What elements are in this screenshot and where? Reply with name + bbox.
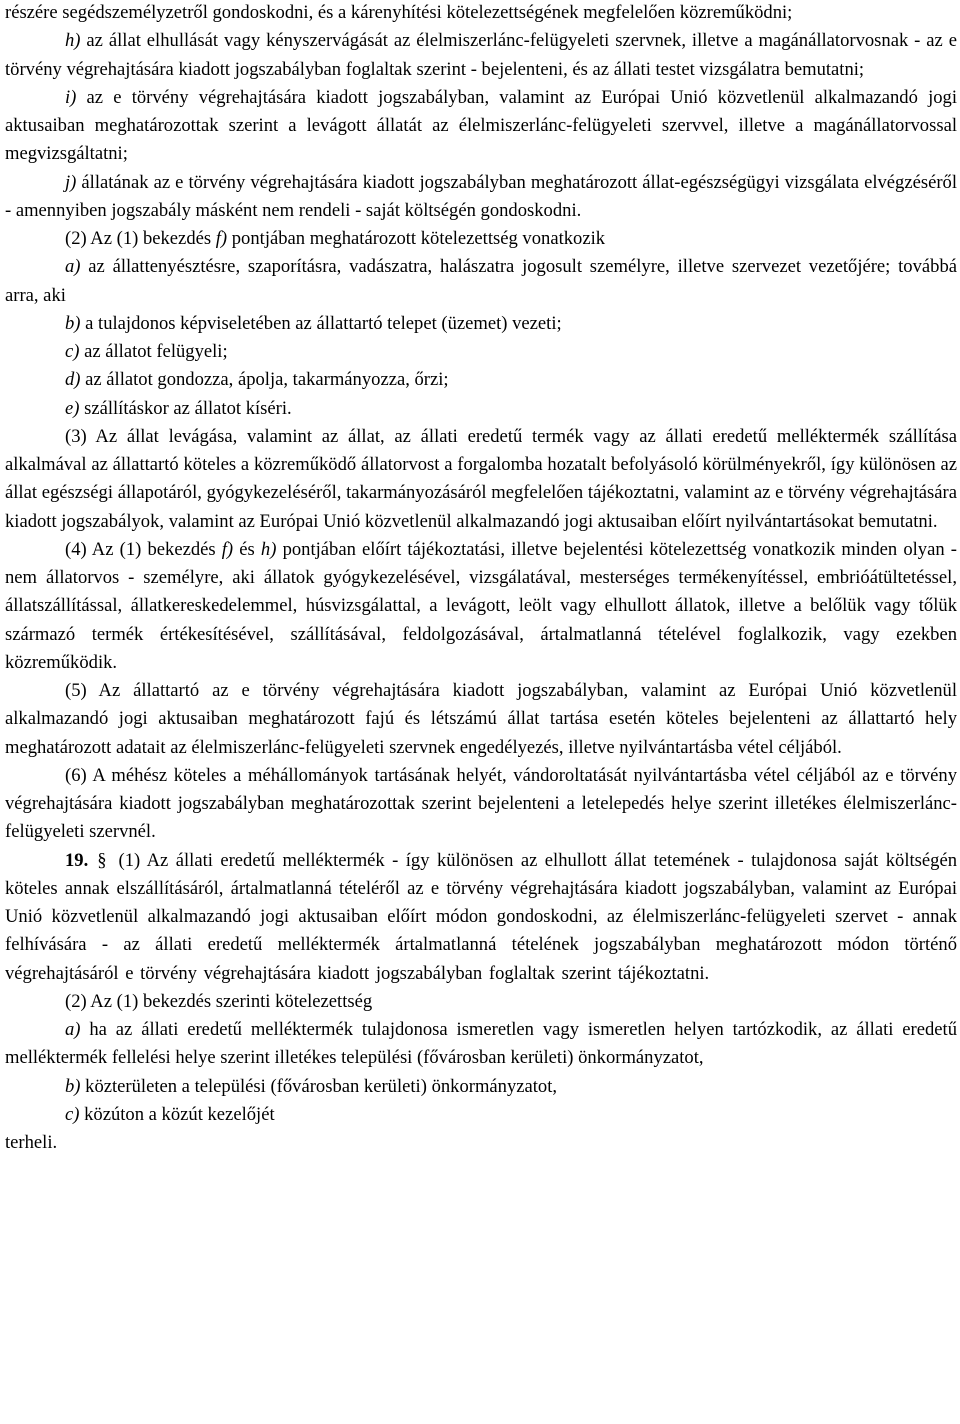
paragraph-text: részére segédszemélyzetről gondoskodni, és a kárenyhítési kötelezettségének megfelelően közreműködni; [5,2,793,23]
item-letter: d) [65,369,81,391]
item-letter: f) [215,228,228,249]
paragraph [5,338,957,366]
item-letter: b) [65,312,81,334]
paragraph [5,225,957,253]
paragraph-text: állatának az e törvény végrehajtására kiadott jogszabályban meghatározott állat-egészségügyi vizsgálata elvégzéséről - amennyiben jogszabály másként nem rendeli - saját költségén gondoskodni. [5,171,957,221]
paragraph-text: (2) Az (1) bekezdés [65,228,216,249]
paragraph [5,1129,957,1157]
item-letter: f) [221,538,234,560]
paragraph-text: pontjában előírt tájékoztatási, illetve bejelentési kötelezettség vonatkozik minden olyan - nem állatorvos - személyre, aki állatok gyógykezelésével, vizsgálatával, mesterséges termékenyítéssel, embrióátültetéssel, állatszállítással, állatkereskedelemmel, húsvizsgálattal, a levágott, leölt vagy elhullott állatok, illetve a belőlük vagy tőlük származó termék értékesítésével, szállításával, feldolgozásával, ártalmatlanná tételével foglalkozik, vagy ezekben közreműködik. [5,538,957,673]
paragraph [5,536,957,677]
paragraph-text: az állat elhullását vagy kényszervágását az élelmiszerlánc-felügyeleti szervnek, illetve a magánállatorvosnak - az e törvény végrehajtására kiadott jogszabályban foglaltak szerint - bejelenteni, és az állati testet vizsgálatra bemutatni; [5,30,957,80]
paragraph-text: az állattenyésztésre, szaporításra, vadászatra, halászatra jogosult személyre, illetve szervezet vezetőjére; továbbá arra, aki [5,256,957,306]
paragraph [5,395,957,423]
legal-document-body [5,0,957,1157]
paragraph [5,169,957,226]
item-letter: i) [65,86,77,108]
paragraph [5,988,957,1016]
paragraph [5,1101,957,1129]
item-letter: h) [260,538,277,560]
item-letter: h) [65,30,81,52]
item-letter: a) [65,256,81,278]
paragraph-text: az állatot gondozza, ápolja, takarmányozza, őrzi; [80,369,449,391]
paragraph-text: szállításkor az állatot kíséri. [79,397,292,419]
item-letter: b) [65,1075,81,1097]
paragraph-text: (3) Az állat levágása, valamint az állat, az állati eredetű termék vagy az állati eredetű melléktermék szállítása alkalmával az állattartó köteles a közreműködő állatorvost a forgalomba hozatalt befolyásoló körülményekről, így különösen az állat egészségi állapotáról, gyógykezeléséről, takarmányozásáról megfelelően tájékoztatni, valamint az e törvény végrehajtására kiadott jogszabályok, valamint az Európai Unió közvetlenül alkalmazandó jogi aktusaiban előírt nyilvántartásokat bemutatni. [5,425,957,532]
paragraph [5,1016,957,1073]
paragraph [5,0,957,27]
item-letter: c) [65,341,80,362]
paragraph-text: pontjában meghatározott kötelezettség vonatkozik [227,228,606,249]
section-number: 19. [65,849,89,871]
paragraph-text: (2) Az (1) bekezdés szerinti kötelezettség [65,990,373,1012]
paragraph [5,310,957,338]
paragraph [5,84,957,169]
paragraph-text: (4) Az (1) bekezdés [65,538,222,560]
paragraph-text: és [233,538,261,560]
paragraph-text: terheli. [5,1132,58,1153]
paragraph [5,1073,957,1101]
paragraph-text: (6) A méhész köteles a méhállományok tartásának helyét, vándoroltatását nyilvántartásba vétel céljából az e törvény végrehajtására kiadott jogszabályban meghatározottak szerint bejelenteni a letelepedés helye szerint illetékes élelmiszerlánc-felügyeleti szervnél. [5,764,957,843]
item-letter: a) [65,1019,81,1040]
paragraph-text: ha az állati eredetű melléktermék tulajdonosa ismeretlen vagy ismeretlen helyen tartózkodik, az állati eredetű melléktermék fellelési helye szerint illetékes települési (fővárosban kerületi) önkormányzatot, [5,1019,957,1069]
item-letter: c) [65,1103,80,1125]
paragraph-text: a tulajdonos képviseletében az állattartó telepet (üzemet) vezeti; [80,312,562,334]
paragraph-text: (1) Az állati eredetű melléktermék - így különösen az elhullott állat tetemének - tulajdonosa saját költségén köteles annak elszállításáról, ártalmatlanná tételéről az e törvény végrehajtására kiadott jogszabályban, valamint az Európai Unió közvetlenül alkalmazandó jogi aktusaiban előírt módon gondoskodni, az élelmiszerlánc-felügyeleti szervet - annak felhívására - az állati eredetű melléktermék ártalmatlanná tételének jogszabályban meghatározott módon történő végrehajtásáról e törvény végrehajtására kiadott jogszabályban foglaltak szerint tájékoztatni. [5,849,957,984]
section-sign: § [97,849,107,871]
paragraph [5,762,957,847]
paragraph-text: az állatot felügyeli; [79,341,228,362]
paragraph [5,847,957,988]
paragraph-text: az e törvény végrehajtására kiadott jogszabályban, valamint az Európai Unió közvetlenül alkalmazandó jogi aktusaiban meghatározottak szerint a levágott állatát az élelmiszerlánc-felügyeleti szervvel, illetve a magánállatorvossal megvizsgáltatni; [5,86,957,165]
paragraph [5,253,957,310]
paragraph [5,423,957,536]
paragraph-text: közterületen a települési (fővárosban kerületi) önkormányzatot, [80,1075,558,1097]
item-letter: e) [65,397,80,419]
item-letter: j) [65,171,77,193]
paragraph-text: közúton a közút kezelőjét [79,1103,275,1125]
paragraph [5,677,957,762]
paragraph [5,27,957,84]
paragraph [5,366,957,394]
paragraph-text: (5) Az állattartó az e törvény végrehajtására kiadott jogszabályban, valamint az Európai Unió közvetlenül alkalmazandó jogi aktusaiban meghatározott fajú és létszámú állat tartása esetén köteles bejelenteni az állattartó hely meghatározott adatait az élelmiszerlánc-felügyeleti szervnek engedélyezés, illetve nyilvántartásba vétel céljából. [5,680,957,758]
